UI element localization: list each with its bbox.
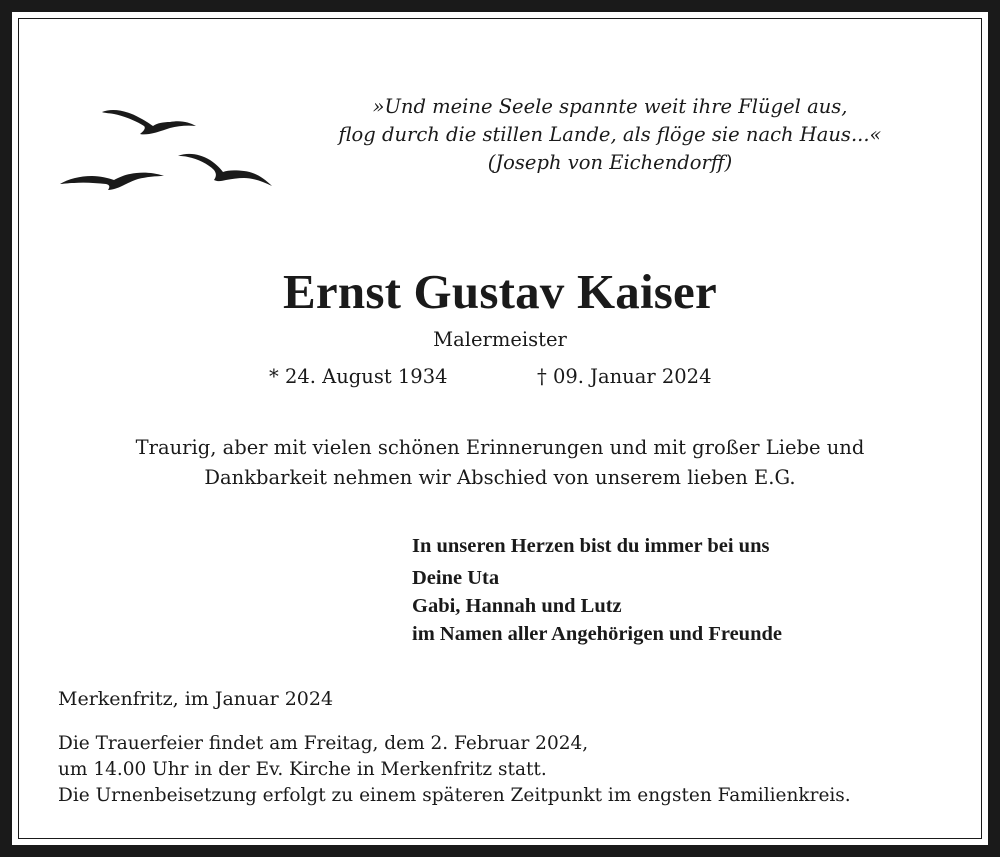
signature-motto: In unseren Herzen bist du immer bei uns: [412, 535, 770, 557]
condolence-text: [40, 433, 960, 493]
signature-name-line: im Namen aller Angehörigen und Freunde: [412, 623, 782, 645]
ceremony-line: Die Trauerfeier findet am Freitag, dem 2. Februar 2024,: [58, 733, 589, 754]
bird-top: [102, 110, 196, 134]
family-signature: [412, 532, 782, 648]
quote-line: flog durch die stillen Lande, als flöge sie nach Haus...«: [338, 123, 882, 146]
signature-name-line: Deine Uta: [412, 567, 500, 589]
ceremony-details: [58, 731, 851, 809]
bird-left: [60, 173, 164, 190]
signature-names: [412, 564, 782, 648]
place-and-date: Merkenfritz, im Januar 2024: [58, 688, 334, 710]
flying-birds-icon: [56, 104, 278, 196]
deceased-name: Ernst Gustav Kaiser: [283, 264, 717, 319]
ceremony-line: Die Urnenbeisetzung erfolgt zu einem späteren Zeitpunkt im engsten Familienkreis.: [58, 785, 851, 806]
ceremony-line: um 14.00 Uhr in der Ev. Kirche in Merkenfritz statt.: [58, 759, 547, 780]
deceased-profession: Malermeister: [433, 328, 567, 351]
eichendorff-quote: [300, 93, 920, 177]
signature-name-line: Gabi, Hannah und Lutz: [412, 595, 622, 617]
death-date: † 09. Januar 2024: [537, 365, 712, 388]
bird-right: [178, 154, 272, 186]
condolence-line: Dankbarkeit nehmen wir Abschied von unserem lieben E.G.: [204, 466, 796, 489]
quote-author: (Joseph von Eichendorff): [487, 151, 733, 174]
birth-date: * 24. August 1934: [269, 365, 448, 388]
condolence-line: Traurig, aber mit vielen schönen Erinnerungen und mit großer Liebe und: [135, 436, 865, 459]
quote-line: »Und meine Seele spannte weit ihre Flügel aus,: [372, 95, 848, 118]
